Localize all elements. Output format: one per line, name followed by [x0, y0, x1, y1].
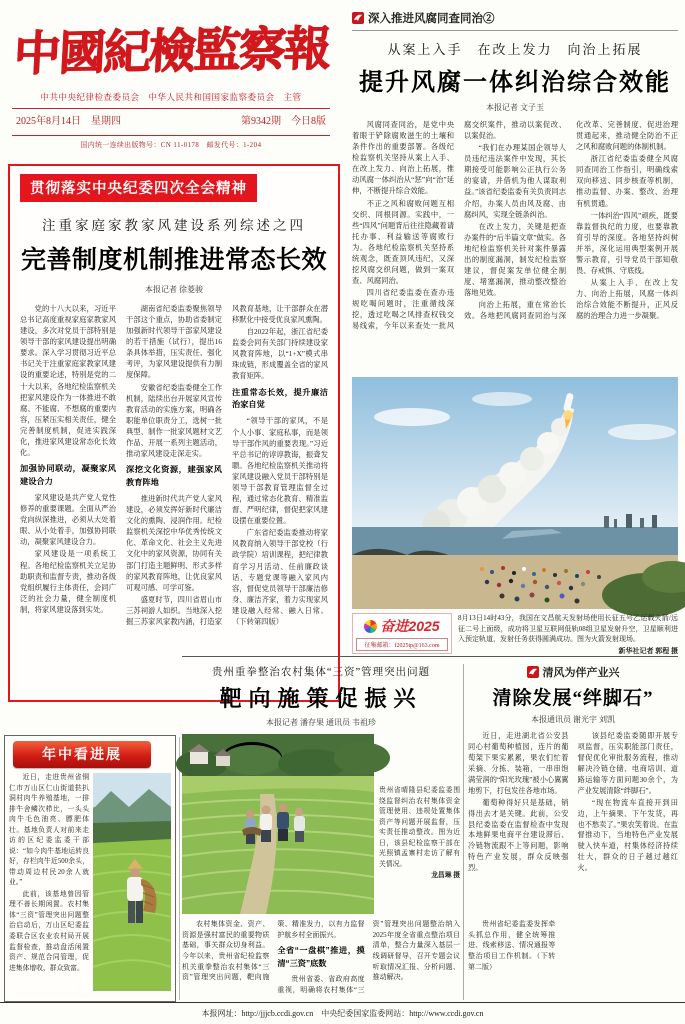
body-paragraph: 此前，该基地曾因管理不善长期闲置。农村集体“三资”管理突出问题整治启动后，万山区纪委监委联合区农业农村局开展监督检查，推动盘活闲置资产、规范合同管理，促进集体增收、群众致富。	[9, 890, 89, 972]
progress-body	[9, 773, 89, 991]
body-paragraph: 风腐同查同治，是党中央着眼于铲除腐败滋生的土壤和条件作出的重要部署。各级纪检监察机关坚持从案上入手、在改上发力、向治上拓展，推动风腐一体纠治从“惩”向“治”延伸，不断提升综合效能。	[352, 120, 454, 196]
publication-date: 2025年8月14日 星期四	[16, 116, 121, 128]
photo-with-caption	[182, 734, 460, 914]
farm-field-photo	[93, 773, 171, 991]
body-subhead: 全省“一盘棋”推进，摸清“三资”底数	[277, 946, 365, 968]
article-kicker: 注重家庭家教家风建设系列综述之四	[42, 218, 306, 233]
body-paragraph: 贵州省纪委监委发挥牵头抓总作用，健全统筹推进、线索移送、情况通报等整治项目工作机制。（下转第二版）	[467, 920, 556, 971]
body-paragraph: 浙江省纪委监委健全风腐同查同治工作指引，明确线索双向移送、同步核查等机制，推动监督、办案、整改、治理有机贯通。	[576, 154, 678, 208]
body-paragraph: 近日，走进贵州省铜仁市万山区仁山街道挞扒洞村肉牛养殖基地，一排排牛舍鳞次栉比，一头头肉牛毛色油亮、膘肥体壮。基地负责人对前来走访的区纪委监委干部说：“如今肉牛基地运转良好，存栏肉牛近500余头，带动周边村民20余人就业。”	[9, 774, 89, 887]
masthead-rule-bottom	[12, 135, 330, 136]
progress-banner: 年中看进展	[13, 741, 151, 768]
village-inspection-photo	[182, 734, 374, 914]
body-paragraph: 自2022年起，浙江省纪委监委会同有关部门持续建设家风教育阵地，以“1+X”模式串珠成链，形成覆盖全省的家风教育矩阵。	[232, 327, 328, 381]
body-paragraph: 葡萄种得好只是基础，销得出去才是关键。此前，公安县纪委监委在监督检查中发现本地鲜果电商平台建设滞后、冷链物流跟不上等问题，影响特色产业发展，群众反映强烈。	[468, 798, 569, 873]
article-headline: 靶向施策促振兴	[219, 686, 423, 711]
body-paragraph: 农村集体资金、资产、资源是强村富民的重要物质基础，事关群众切身利益。今年以来，贵州省纪检监察机关重拳整治农村集体“三资”管理突出问题，靶向施策、精准发力，以有力监督护航乡村全面振兴。	[182, 920, 365, 982]
series-tag-icon	[527, 666, 539, 678]
body-paragraph: 在改上发力，关键是把查办案件的“后半篇文章”做实。各地纪检监察机关针对案件暴露出的制度漏洞，制发纪检监察建议，督促案发单位健全制度、堵塞漏洞，推动整改整治落地见效。	[464, 221, 566, 298]
masthead	[0, 6, 342, 149]
body-paragraph: “领导干部的家风，不是个人小事、家庭私事，而是领导干部作风的重要表现。”习近平总书记的谆谆教诲，振聋发聩。各地纪检监察机关推动将家风建设融入党员干部特别是领导干部教育管理监督全过程，通过常态化教育、精准监督、严明纪律，督促把家风建设摆在重要位置。	[232, 416, 328, 526]
article-byline: 本报通讯员 谢光宇 刘凯	[531, 715, 615, 724]
body-subhead: 注重常态长效，提升廉洁治家自觉	[232, 387, 328, 410]
series-tag-label: 深入推进风腐同查同治②	[368, 13, 495, 25]
body-paragraph: 贵州省委、省政府高度重视，明确将农村集体“三资”管理突出问题整治纳入2025年度全省重点整治项目清单，整合力量深入基层一线调研督导，召开专题会议听取情况汇报、分析问题、推动解决。	[277, 920, 460, 994]
body-paragraph: 四川省纪委监委在查办违规吃喝问题时，注重循线深挖，透过吃喝之风排查权钱交易线索，今年以来查处一批风腐交织案件，推动以案促改、以案促治。	[352, 120, 566, 331]
article-headline: 清除发展“绊脚石”	[492, 688, 654, 709]
body-paragraph: 从案上入手、在改上发力、向治上拓展，风腐一体纠治综合效能不断提升，正风反腐的治理合力进一步凝聚。	[576, 278, 678, 321]
article-byline: 本报记者 潘存果 通讯员 韦祖珍	[266, 718, 376, 727]
body-paragraph: 家风建设是一项系统工程。各地纪检监察机关立足协助职责和监督专责，推动各级党组织履行主体责任，会同广泛的社会力量，健全制度机制，将家风建设落到实处。	[20, 549, 116, 614]
progress-box	[4, 735, 176, 1002]
footer-links: 本报网址：http://jjjcb.ccdi.gov.cn 中央纪委国家监委网站：http://www.ccdi.gov.cn	[201, 1009, 484, 1018]
photo-caption	[458, 613, 678, 656]
article-byline: 本报记者 文子玉	[486, 103, 544, 112]
article-body	[352, 119, 678, 371]
body-paragraph: 盛夏时节，四川省眉山市三苏祠游人如织。当地深入挖掘三苏家风家教内涵，打造家风教育基地，让干部群众在潜移默化中接受优良家风熏陶。	[126, 304, 328, 626]
article-body	[182, 919, 556, 997]
article-jiafeng	[8, 164, 340, 702]
series-tag-row	[468, 664, 678, 680]
article-fengfu	[352, 10, 678, 656]
body-paragraph: 广东省纪委监委推动将家风教育纳入领导干部党校（行政学院）培训课程，把纪律教育学习月活动、任前廉政谈话、专题党课等融入家风内容，督促党员领导干部廉洁修身、廉洁齐家，着力实现家风建设融入经常、融入日常。（下转第四版）	[232, 528, 328, 626]
date-row	[0, 109, 342, 130]
supervisor-line: 中共中央纪律检查委员会 中华人民共和国国家监察委员会 主管	[40, 92, 302, 103]
body-paragraph: 该县纪委监委随即开展专项监督，压实职能部门责任，督促优化审批服务流程，推动解决冷链仓储、电商培训、道路运输等方面问题30余个，为产业发展清除“绊脚石”。	[577, 732, 678, 795]
body-paragraph: 家风建设是共产党人党性修养的重要课题。全面从严治党向纵深推进，必须从大处着眼、从小处着手，加强协同联动，凝聚家风建设合力。	[20, 493, 116, 547]
rocket-launch-photo	[352, 377, 678, 609]
article-headline: 完善制度机制推进常态长效	[20, 246, 327, 274]
issue-number: 第9342期 今日8版	[241, 116, 326, 128]
theme-banner: 贯彻落实中央纪委四次全会精神	[20, 174, 257, 202]
series-tag-label: 清风为伴产业兴	[542, 667, 620, 679]
newspaper-title: 中國紀檢監察報	[12, 23, 331, 81]
photo-caption	[379, 734, 460, 914]
article-headline: 提升风腐一体纠治综合效能	[359, 70, 671, 96]
body-paragraph: 向治上拓展，重在常治长效。各地把风腐同查同治与深化改革、完善制度、促进治理贯通起来，推动健全防治不正之风和腐败问题的体制机制。	[464, 120, 678, 321]
publication-number: 国内统一连续出版物号：CN 11-0178 邮发代号：1-204	[80, 142, 262, 150]
body-paragraph: 党的十八大以来，习近平总书记高度重视家庭家教家风建设，多次对党员干部特别是领导干部的家风建设提出明确要求。深入学习贯彻习近平总书记关于注重家庭家教家风建设的重要论述，特别是党的二十大以来，各地纪检监察机关把家风建设作为一体推进不敢腐、不能腐、不想腐的重要内容，压紧压实相关责任，健全完善制度机制，促进实践深化，推进家风建设常态化长效化。	[20, 304, 116, 458]
body-paragraph: 近日，走进湖北省公安县同心村葡萄种植园，连片的葡萄架下果实累累，果农们忙着采摘、分拣、装箱，一串串饱满莹润的“阳光玫瑰”被小心翼翼地剪下，打包发往各地市场。	[468, 732, 569, 795]
article-body	[468, 731, 678, 999]
photo-credit: 龙昌琳 摄	[431, 872, 460, 880]
body-paragraph: 推进新时代共产党人家风建设，必须发挥好新时代廉洁文化的熏陶、浸润作用。纪检监察机关深挖中华优秀传统文化、革命文化、社会主义先进文化中的家风资源，协同有关部门打造主题鲜明、形式多样的家风教育阵地，让优良家风可观可感、可学可鉴。	[126, 494, 222, 592]
section-divider	[182, 656, 678, 657]
column-divider-left	[179, 737, 180, 1000]
photo-caption-text: 8月13日14时43分，我国在文昌航天发射场使用长征五号乙运载火箭/远征二号上面级，成功将卫星互联网低轨08组卫星发射升空，卫星顺利进入预定轨道，发射任务获得圆满成功。图为火箭发射现场。	[458, 614, 678, 643]
photo-credit: 新华社记者 郭程 摄	[618, 646, 678, 655]
article-body	[20, 303, 328, 701]
body-subhead: 加强协同联动，凝聚家风建设合力	[20, 464, 116, 486]
body-paragraph: 不正之风和腐败问题互相交织、同根同源。实践中，一些“四风”问题背后往往隐藏着请托办事、利益输送等腐败行为。各地纪检监察机关坚持系统观念，既查顶风违纪，又深挖风腐交织问题，做到一案双查、风腐同治。	[352, 198, 454, 286]
body-paragraph: 湖南省纪委监委聚焦领导干部这个重点，协助省委制定加强新时代领导干部家风建设的若干措施（试行），提出16条具体举措，压实责任、强化考评，为家风建设提供有力制度保障。	[126, 304, 222, 380]
article-kicker: 从案上入手 在改上发力 向治上拓展	[387, 42, 643, 57]
article-kicker: 贵州重拳整治农村集体“三资”管理突出问题	[211, 667, 431, 678]
badge-email: 征集邮箱：f2025tp@163.com	[356, 638, 448, 651]
fenjin-2025-badge	[352, 613, 452, 654]
photo-caption-text: 贵州省晴隆县纪委监委围绕监督纠治农村集体资金管理使用、违规处置集体资产等问题开展监督，压实责任推动整改。图为近日，该县纪检监察干部在光照镇孟寨村走访了解有关情况。	[379, 787, 460, 868]
badge-title: 奋进2025	[380, 618, 440, 634]
photo-caption-row	[352, 613, 678, 656]
series-tag-row	[352, 10, 678, 31]
pinwheel-icon	[364, 620, 377, 633]
article-byline: 本报记者 徐菱骏	[145, 285, 203, 294]
body-paragraph: 安徽省纪委监委健全工作机制，陆续出台开展家风宣传教育活动的实施方案，明确各职能单位职责分工，选树一批典型、制作一批家风题材文艺作品、开展一系列主题活动，推动家风建设走深走实。	[126, 382, 222, 459]
article-qingfeng	[468, 664, 678, 999]
body-paragraph: “现在物流车直接开到田边，上午摘果、下午发货，再也不愁卖了。”果农笑着说。在监督推动下，当地特色产业发展驶入快车道，村集体经济持续壮大，群众的日子越过越红火。	[577, 798, 678, 873]
column-divider	[463, 664, 464, 1000]
footer-rule	[0, 1002, 685, 1003]
progress-content	[9, 773, 171, 991]
body-paragraph: “我们在办理某国企领导人员违纪违法案件中发现，其长期接受可能影响公正执行公务的宴请，并借机为他人谋取利益。”该省纪委监委有关负责同志介绍，办案人员由风及腐、由腐纠风，实现全链条纠治。	[464, 143, 566, 219]
series-tag-icon	[352, 12, 364, 24]
body-subhead: 深挖文化资源，建强家风教育阵地	[126, 465, 222, 487]
body-paragraph: 一体纠治“四风”顽疾，既要靠监督执纪的力度，也要靠教育引导的深度。各地坚持纠树并举，深化运用典型案例开展警示教育，引导党员干部知敬畏、存戒惧、守底线。	[576, 210, 678, 276]
